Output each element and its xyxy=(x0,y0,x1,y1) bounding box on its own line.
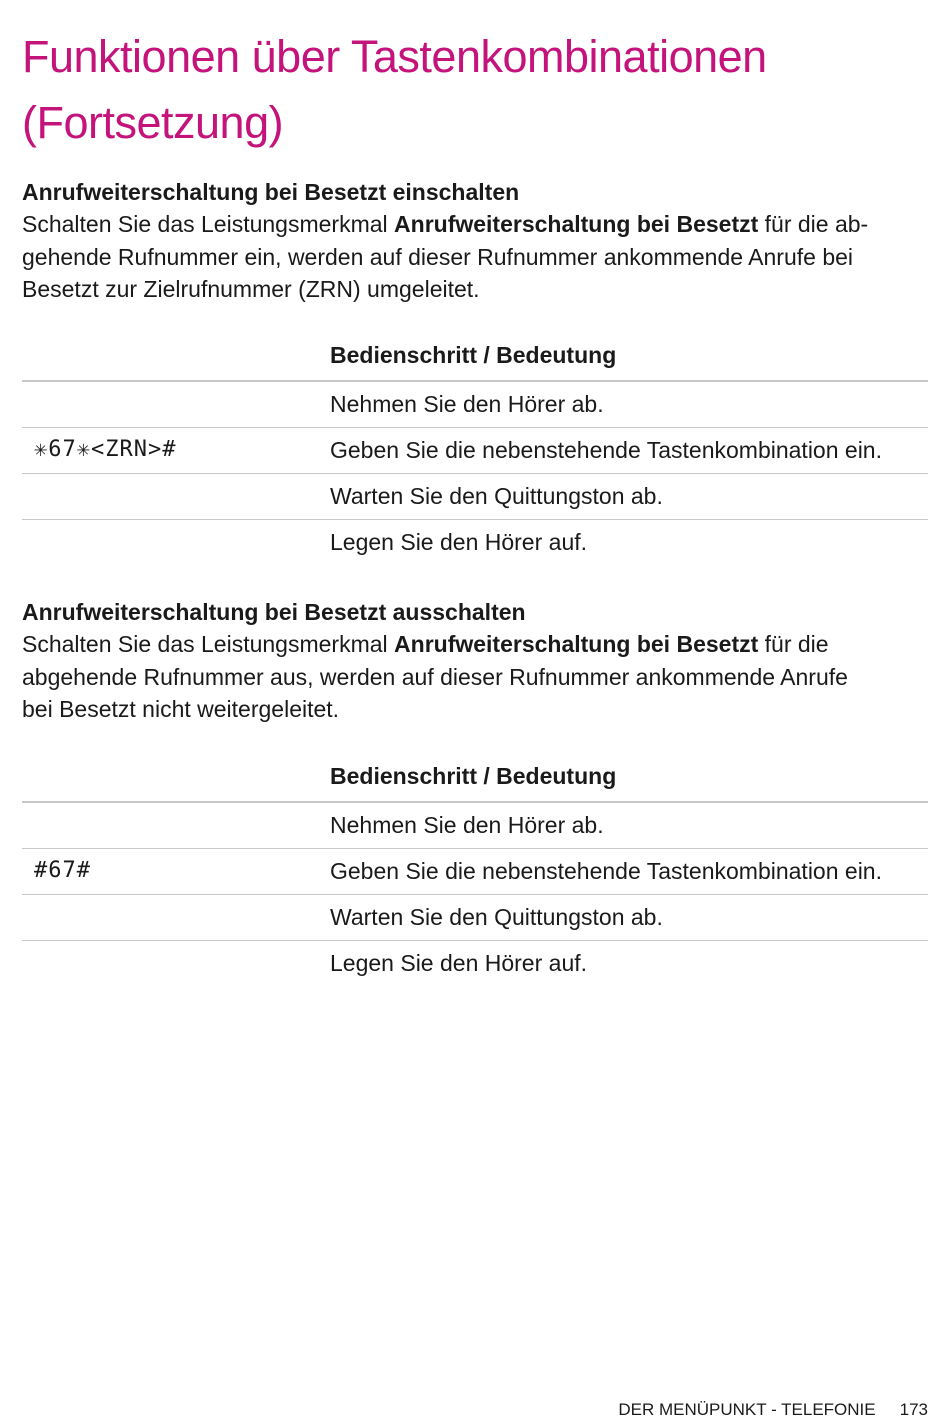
body-text: Schalten Sie das Leistungsmerkmal xyxy=(22,631,395,657)
key-combination: #67# xyxy=(34,858,91,883)
table-row xyxy=(22,428,928,474)
step-description: Geben Sie die nebenstehende Tastenkombination ein. xyxy=(330,858,882,884)
body-text: für die xyxy=(758,631,829,657)
body-emphasis: Anrufweiterschaltung bei Besetzt xyxy=(394,631,759,657)
table-row xyxy=(22,941,928,986)
step-description: Warten Sie den Quittungston ab. xyxy=(330,483,663,509)
body-text: Schalten Sie das Leistungsmerkmal xyxy=(22,211,395,237)
table-header xyxy=(22,336,928,382)
key-combination: ✳67✳<ZRN># xyxy=(34,437,177,462)
table-row xyxy=(22,382,928,428)
page-number: 173 xyxy=(899,1400,928,1419)
section-heading-enable: Anrufweiterschaltung bei Besetzt einschalten xyxy=(22,179,520,205)
table-header-label: Bedienschritt / Bedeutung xyxy=(330,342,617,368)
step-description: Warten Sie den Quittungston ab. xyxy=(330,904,663,930)
body-text: bei Besetzt nicht weitergeleitet. xyxy=(22,696,340,722)
footer-section-label: DER MENÜPUNKT - TELEFONIE xyxy=(618,1400,876,1419)
step-description: Geben Sie die nebenstehende Tastenkombination ein. xyxy=(330,437,882,463)
step-description: Legen Sie den Hörer auf. xyxy=(330,950,588,976)
page xyxy=(22,0,928,976)
table-row xyxy=(22,803,928,849)
table-row xyxy=(22,520,928,565)
table-row xyxy=(22,849,928,895)
step-description: Nehmen Sie den Hörer ab. xyxy=(330,391,604,417)
steps-table-enable xyxy=(22,336,928,565)
section-body-disable xyxy=(22,628,928,726)
page-title xyxy=(22,24,928,156)
steps-table-disable xyxy=(22,757,928,986)
section-disable xyxy=(22,596,928,726)
section-heading-disable: Anrufweiterschaltung bei Besetzt ausschalten xyxy=(22,599,526,625)
body-text: gehende Rufnummer ein, werden auf dieser Rufnummer ankommende Anrufe bei xyxy=(22,243,854,270)
body-emphasis: Anrufweiterschaltung bei Besetzt xyxy=(394,211,759,237)
page-title-line2: (Fortsetzung) xyxy=(22,97,284,148)
step-description: Legen Sie den Hörer auf. xyxy=(330,529,588,555)
step-description: Nehmen Sie den Hörer ab. xyxy=(330,812,604,838)
table-row xyxy=(22,895,928,941)
body-text: für die ab- xyxy=(758,211,869,237)
body-text: abgehende Rufnummer aus, werden auf dieser Rufnummer ankommende Anrufe xyxy=(22,663,848,690)
table-header-label: Bedienschritt / Bedeutung xyxy=(330,763,617,789)
section-enable xyxy=(22,176,928,306)
section-body-enable xyxy=(22,208,928,306)
table-header xyxy=(22,757,928,803)
table-row xyxy=(22,474,928,520)
page-title-line1: Funktionen über Tastenkombinationen xyxy=(22,31,767,82)
body-text: Besetzt zur Zielrufnummer (ZRN) umgeleitet. xyxy=(22,276,480,302)
page-footer xyxy=(618,1400,928,1420)
